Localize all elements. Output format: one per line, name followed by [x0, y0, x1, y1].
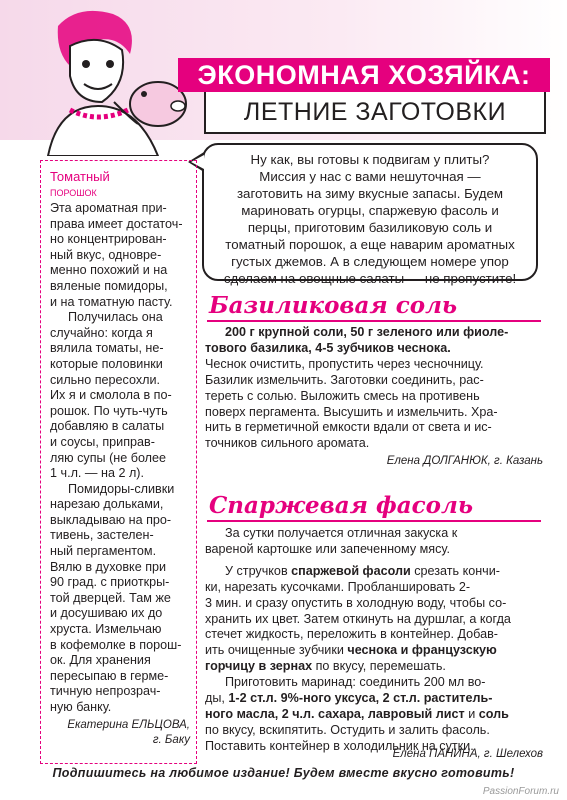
recipe2-text-segment: ды, [205, 691, 229, 706]
intro-line: заготовить на зиму вкусные запасы. Будем [236, 186, 504, 201]
sidebar-line: тичную непрозрач- [50, 684, 161, 699]
sidebar-line: нарезаю дольками, [50, 497, 164, 512]
recipe2-bold-segment: 1-2 ст.л. 9%-ного уксуса, 2 ст.л. раститель- [228, 691, 493, 706]
sidebar-line: менно похожий и на [50, 263, 168, 278]
sidebar-line: и досушиваю их до [50, 606, 163, 621]
signature-name: Екатерина ЕЛЬЦОВА, [67, 718, 190, 731]
page-title: ЭКОНОМНАЯ ХОЗЯЙКА: [197, 59, 531, 90]
intro-line: Миссия у нас с вами нешуточная — [259, 169, 481, 184]
recipe1-line: поверх пергамента. Высушить и измельчить. Хра- [205, 404, 498, 419]
sidebar-line: права имеет достаточ- [50, 216, 183, 231]
recipe2-line [205, 659, 541, 675]
recipe1-line: Чеснок очистить, пропустить через чесночницу. [205, 356, 484, 371]
sidebar-line: Эта ароматная при- [50, 201, 167, 215]
sidebar-line: тивень, застелен- [50, 528, 154, 543]
recipe2-line [205, 723, 541, 739]
recipe2-body [205, 526, 541, 755]
recipe2-text-segment: срезать кончи- [410, 563, 500, 578]
recipe1-ingredients: тового базилика, 4-5 зубчиков чеснока. [205, 340, 451, 355]
sidebar-title-line: порошок [50, 184, 97, 199]
recipe2-text-segment: стечет жидкость, переложить в контейнер. Добав- [205, 627, 498, 642]
recipe2-bold-segment: спаржевой фасоли [291, 563, 411, 578]
sidebar-line: хруста. Измельчаю [50, 622, 162, 637]
recipe2-text-segment: хранить их цвет. Затем откинуть на дуршлаг, а когда [205, 611, 511, 626]
sidebar-line: 1 ч.л. — на 2 л). [50, 466, 145, 481]
recipe1-line: Базилик измельчить. Заготовки соединить, рас- [205, 372, 484, 387]
recipe2-signature: Елена ПАНИНА, г. Шелехов [392, 748, 543, 760]
recipe2-line [205, 675, 541, 691]
sidebar-line: которые половинки [50, 356, 163, 371]
sidebar-line: Вялю в духовке при [50, 559, 167, 574]
recipe2-intro: За сутки получается отличная закуска к [225, 526, 458, 540]
sidebar-title-line: Томатный [50, 169, 110, 184]
sidebar-line: Помидоры-сливки [68, 481, 175, 496]
recipe1-ingredients: 200 г крупной соли, 50 г зеленого или фиоле- [225, 325, 509, 339]
footer-slogan: Подпишитесь на любимое издание! Будем вместе вкусно готовить! [52, 766, 515, 780]
sidebar-line: ный вкус, одновре- [50, 247, 162, 262]
sidebar-line: 90 град. с приоткры- [50, 575, 170, 590]
recipe1-title-underline [207, 320, 541, 322]
subtitle-banner [204, 92, 546, 134]
recipe2-text-segment: по вкусу, перемешать. [312, 659, 446, 674]
housewife-illustration [18, 6, 198, 156]
intro-speech-bubble [202, 143, 538, 286]
recipe2-line [205, 627, 541, 643]
sidebar-tomato-powder [40, 160, 197, 764]
sidebar-line: рошок. По чуть-чуть [50, 403, 168, 418]
recipe2-text-segment: Приготовить маринад: соединить 200 мл во- [225, 675, 486, 690]
recipe2-text-segment: ить очищенные зубчики [205, 643, 348, 658]
recipe2-text-segment: по вкусу, вскипятить. Остудить и залить фасоль. [205, 722, 490, 737]
sidebar-line: сильно пересохли. [50, 372, 161, 387]
recipe2-bold-segment: горчицу в зернах [205, 659, 313, 674]
recipe2-line [205, 580, 541, 596]
recipe1-line: тереть с солью. Выложить смесь на противень [205, 388, 480, 403]
sidebar-line: и на томатную пасту. [50, 294, 173, 309]
recipe2-line [205, 596, 541, 612]
recipe2-bold-segment: соль [478, 706, 509, 721]
sidebar-line: вяленые помидоры, [50, 278, 168, 293]
recipe2-title-underline [207, 520, 541, 522]
recipe2-title: Спаржевая фасоль [209, 492, 473, 519]
recipe2-line [205, 612, 541, 628]
sidebar-line: пересыпаю в гермe- [50, 668, 169, 683]
sidebar-text [50, 201, 190, 716]
sidebar-title [50, 169, 190, 199]
recipe2-text-segment: 3 мин. и сразу опустить в холодную воду, чтобы со- [205, 595, 507, 610]
sidebar-line: ный пергаментом. [50, 544, 157, 559]
sidebar-line: вялила томаты, не- [50, 341, 164, 356]
sidebar-line: Получилась она [68, 310, 163, 325]
recipe2-text-segment: Поставить контейнер в холодильник на сутки. [205, 738, 474, 753]
intro-line: перцы, приготовим базиликовую соль и [247, 220, 493, 235]
sidebar-signature [50, 718, 190, 748]
sidebar-line: добавляю в салаты [50, 419, 165, 434]
recipe2-text-segment: ки, нарезать кусочками. Пробланшировать 2- [205, 579, 471, 594]
sidebar-line: и соусы, приправ- [50, 434, 155, 449]
recipe2-intro: вареной картошке или запеченному мясу. [205, 541, 450, 556]
sidebar-line: ную банку. [50, 700, 112, 714]
watermark: PassionForum.ru [482, 786, 559, 797]
sidebar-line: ок. Для хранения [50, 653, 151, 668]
title-banner [178, 58, 550, 92]
intro-line: Ну как, вы готовы к подвигам у плиты? [250, 152, 490, 167]
intro-line: сделаем на овощные салаты — не пропустите! [223, 271, 517, 286]
intro-line: томатный порошок, а еще наварим ароматных [225, 237, 515, 252]
intro-line: мариновать огурцы, спаржевую фасоль и [241, 203, 499, 218]
sidebar-line: Их я и смолола в по- [50, 388, 172, 403]
recipe2-line [205, 564, 541, 580]
recipe1-title: Базиликовая соль [209, 292, 458, 319]
recipe1-signature: Елена ДОЛГАНЮК, г. Казань [386, 455, 543, 467]
recipe2-bold-segment: чеснока и французскую [347, 643, 497, 658]
sidebar-line: ляю супы (не более [50, 450, 167, 465]
recipe2-line [205, 643, 541, 659]
sidebar-line: случайно: когда я [50, 325, 153, 340]
sidebar-line: но концентрирован- [50, 232, 167, 247]
sidebar-line: той дверцей. Там же [50, 590, 171, 605]
page-subtitle: ЛЕТНИЕ ЗАГОТОВКИ [243, 97, 507, 126]
recipe2-text-segment: и [464, 706, 479, 721]
sidebar-line: в кофемолке в порош- [50, 637, 182, 652]
sidebar-line: выкладываю на про- [50, 512, 172, 527]
recipe1-body [205, 325, 541, 452]
signature-city: г. Баку [152, 733, 190, 746]
recipe2-bold-segment: ного масла, 2 ч.л. сахара, лавровый лист [205, 706, 465, 721]
recipe2-line [205, 707, 541, 723]
recipe2-line [205, 691, 541, 707]
intro-line: густых джемов. А в следующем номере упор [231, 254, 509, 269]
recipe1-line: нить в герметичной емкости вдали от света и ис- [205, 420, 492, 435]
recipe2-text-segment: У стручков [225, 563, 292, 578]
recipe1-line: точников сильного аромата. [205, 436, 370, 451]
